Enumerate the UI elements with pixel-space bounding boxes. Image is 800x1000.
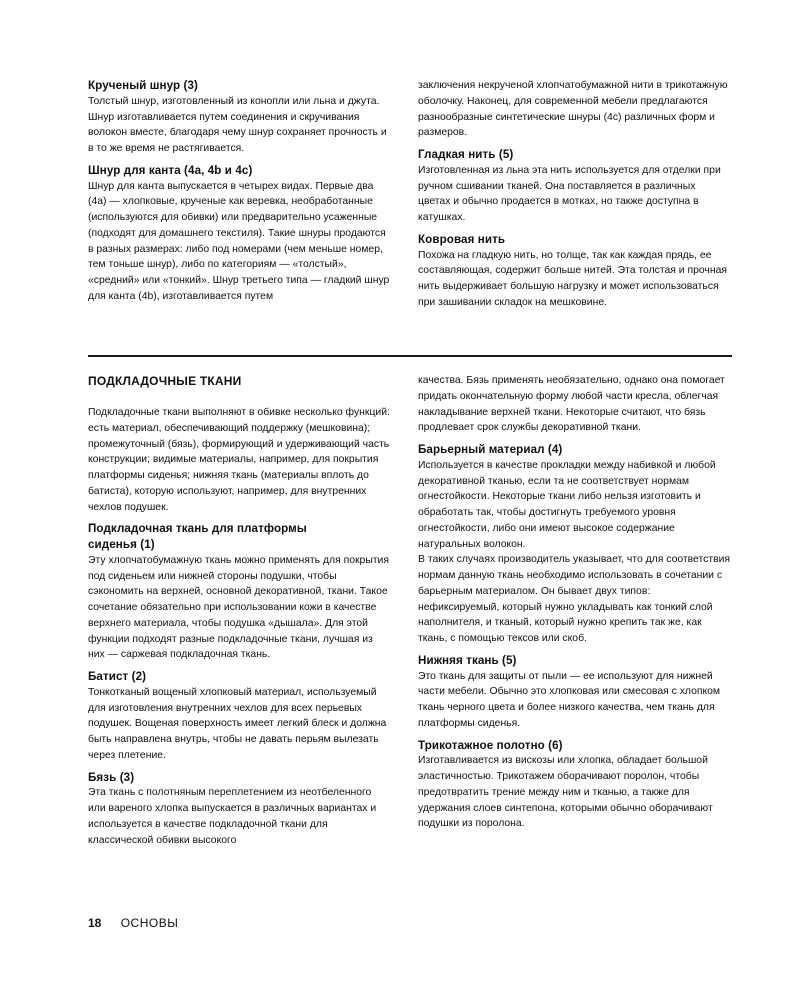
paragraph-barrier-material-1: Используется в качестве прокладки между набивкой и любой декоративной тканью, если та не соответствует нормам огнестойкости. Некоторые ткани либо нельзя изготовить и обработать так, чтобы достигнуть требуемого уровня огнестойкости, либо они имеют высокое содержание натуральных волокон. bbox=[418, 459, 716, 550]
heading-calico: Бязь (3) bbox=[88, 770, 135, 784]
page-footer bbox=[88, 915, 178, 931]
section-divider bbox=[88, 355, 732, 357]
top-left-column bbox=[88, 78, 390, 305]
paragraph-piping-cord-continued: заключения некрученой хлопчатобумажной нити в трикотажную оболочку. Наконец, для современной мебели предлагаются разнообразные синтетические шнуры (4с) различных форм и размеров. bbox=[418, 80, 728, 139]
paragraph-carpet-thread: Похожа на гладкую нить, но толще, так как каждая прядь, ее составляющая, содержит больше нитей. Эта толстая и прочная нить выдерживает большую нагрузку и может использоваться при зашивании складок на мешковине. bbox=[418, 249, 727, 308]
heading-carpet-thread: Ковровая нить bbox=[418, 232, 506, 246]
paragraph-bottom-cloth: Это ткань для защиты от пыли — ее используют для нижней части мебели. Обычно это хлопковая или смесовая с хлопком ткань черного цвета и более низкого качества, чем ткань для платформы сиденья. bbox=[418, 670, 721, 729]
paragraph-batiste: Тонкотканый вощеный хлопковый материал, используемый для изготовления внутренних чехлов для всех перьевых подушек. Вощеная поверхность имеет легкий блеск и должна быть направлена внутрь, чтобы не давать перьям вылезать через плетение. bbox=[88, 686, 387, 761]
paragraph-knitted-fabric: Изготавливается из вискозы или хлопка, обладает большой эластичностью. Трикотажем оборачивают поролон, чтобы предотвратить трение между ним и тканью, а также для удержания слоев синтепона, которыми обычно оборачивают подушки из поролона. bbox=[418, 755, 713, 830]
paragraph-twisted-cord: Толстый шнур, изготовленный из конопли или льна и джута. Шнур изготавливается путем соединения и скручивания волокон вместе, благодаря чему шнур сохраняет прочность и в то же время не растягивается. bbox=[88, 95, 387, 154]
heading-smooth-thread: Гладкая нить (5) bbox=[418, 148, 514, 161]
heading-piping-cord: Шнур для канта (4а, 4b и 4с) bbox=[88, 163, 253, 177]
heading-bottom-cloth: Нижняя ткань (5) bbox=[418, 653, 517, 667]
paragraph-lining-intro: Подкладочные ткани выполняют в обивке несколько функций: есть материал, обеспечивающий поддержку (мешковина); промежуточный (бязь), формирующий и удерживающий часть конструкции; видимые материалы, например, для покрытия платформы сиденья; нижняя ткань (материалы вплоть до батиста), которую используют, например, для внутренних чехлов подушек. bbox=[88, 407, 390, 513]
page-number: 18 bbox=[88, 916, 102, 930]
paragraph-calico: Эта ткань с полотняным переплетением из неотбеленного или вареного хлопка выпускается в различных вариантах и используется в качестве подкладочной ткани для классической обивки высокого bbox=[88, 787, 377, 846]
paragraph-platform-lining: Эту хлопчатобумажную ткань можно применять для покрытия под сиденьем или нижней стороны подушки, чтобы сэкономить на верхней, основной декоративной, ткани. Такое сочетание обязательно при использовании кожи в качестве верхнего материала, чтобы подушка «дышала». Для этой функции подходят разные подкладочные ткани, лучшая из них — саржевая подкладочная ткань. bbox=[88, 554, 389, 661]
heading-batiste: Батист (2) bbox=[88, 670, 147, 683]
section-title: ПОДКЛАДОЧНЫЕ ТКАНИ bbox=[88, 374, 242, 388]
paragraph-smooth-thread: Изготовленная из льна эта нить используется для отделки при ручном сшивании тканей. Она поставляется в различных цветах и обычно продается в мотках, но также доступна в катушках. bbox=[418, 164, 721, 223]
top-right-column bbox=[418, 78, 730, 311]
heading-barrier-material: Барьерный материал (4) bbox=[418, 443, 563, 456]
bottom-right-column bbox=[418, 373, 732, 832]
paragraph-piping-cord: Шнур для канта выпускается в четырех видах. Первые два (4а) — хлопковые, крученые как веревка, необработанные (используются для обивки) или предварительно усаженные (подходят для домашнего текстиля). Такие шнуры продаются в разных размерах: либо под номерами (чем меньше номер, тем тоньше шнур), либо по категориям — «толстый», «средний» или «тонкий». Шнур третьего типа — гладкий шнур для канта (4b), изготавливается путем bbox=[88, 180, 390, 302]
heading-twisted-cord: Крученый шнур (3) bbox=[88, 79, 199, 92]
paragraph-calico-continued: качества. Бязь применять необязательно, однако она помогает придать окончательную форму любой части кресла, облегчая накладывание верхней ткани. Некоторые считают, что бязь продлевает срок службы декоративной ткани. bbox=[418, 375, 725, 434]
bottom-left-column bbox=[88, 405, 390, 848]
section-name: ОСНОВЫ bbox=[120, 916, 179, 930]
heading-knitted-fabric: Трикотажное полотно (6) bbox=[418, 738, 563, 752]
paragraph-barrier-material-2: В таких случаях производитель указывает, что для соответствия нормам данную ткань необходимо использовать в сочетании с барьерным материалом. Он бывает двух типов: нефиксируемый, который нужно укладывать как тонкий слой наполнителя, и тканый, который нужно крепить так же, как ткань, с помощью тексов или скоб. bbox=[418, 554, 731, 644]
heading-platform-lining: Подкладочная ткань для платформы сиденья (1) bbox=[88, 522, 307, 551]
